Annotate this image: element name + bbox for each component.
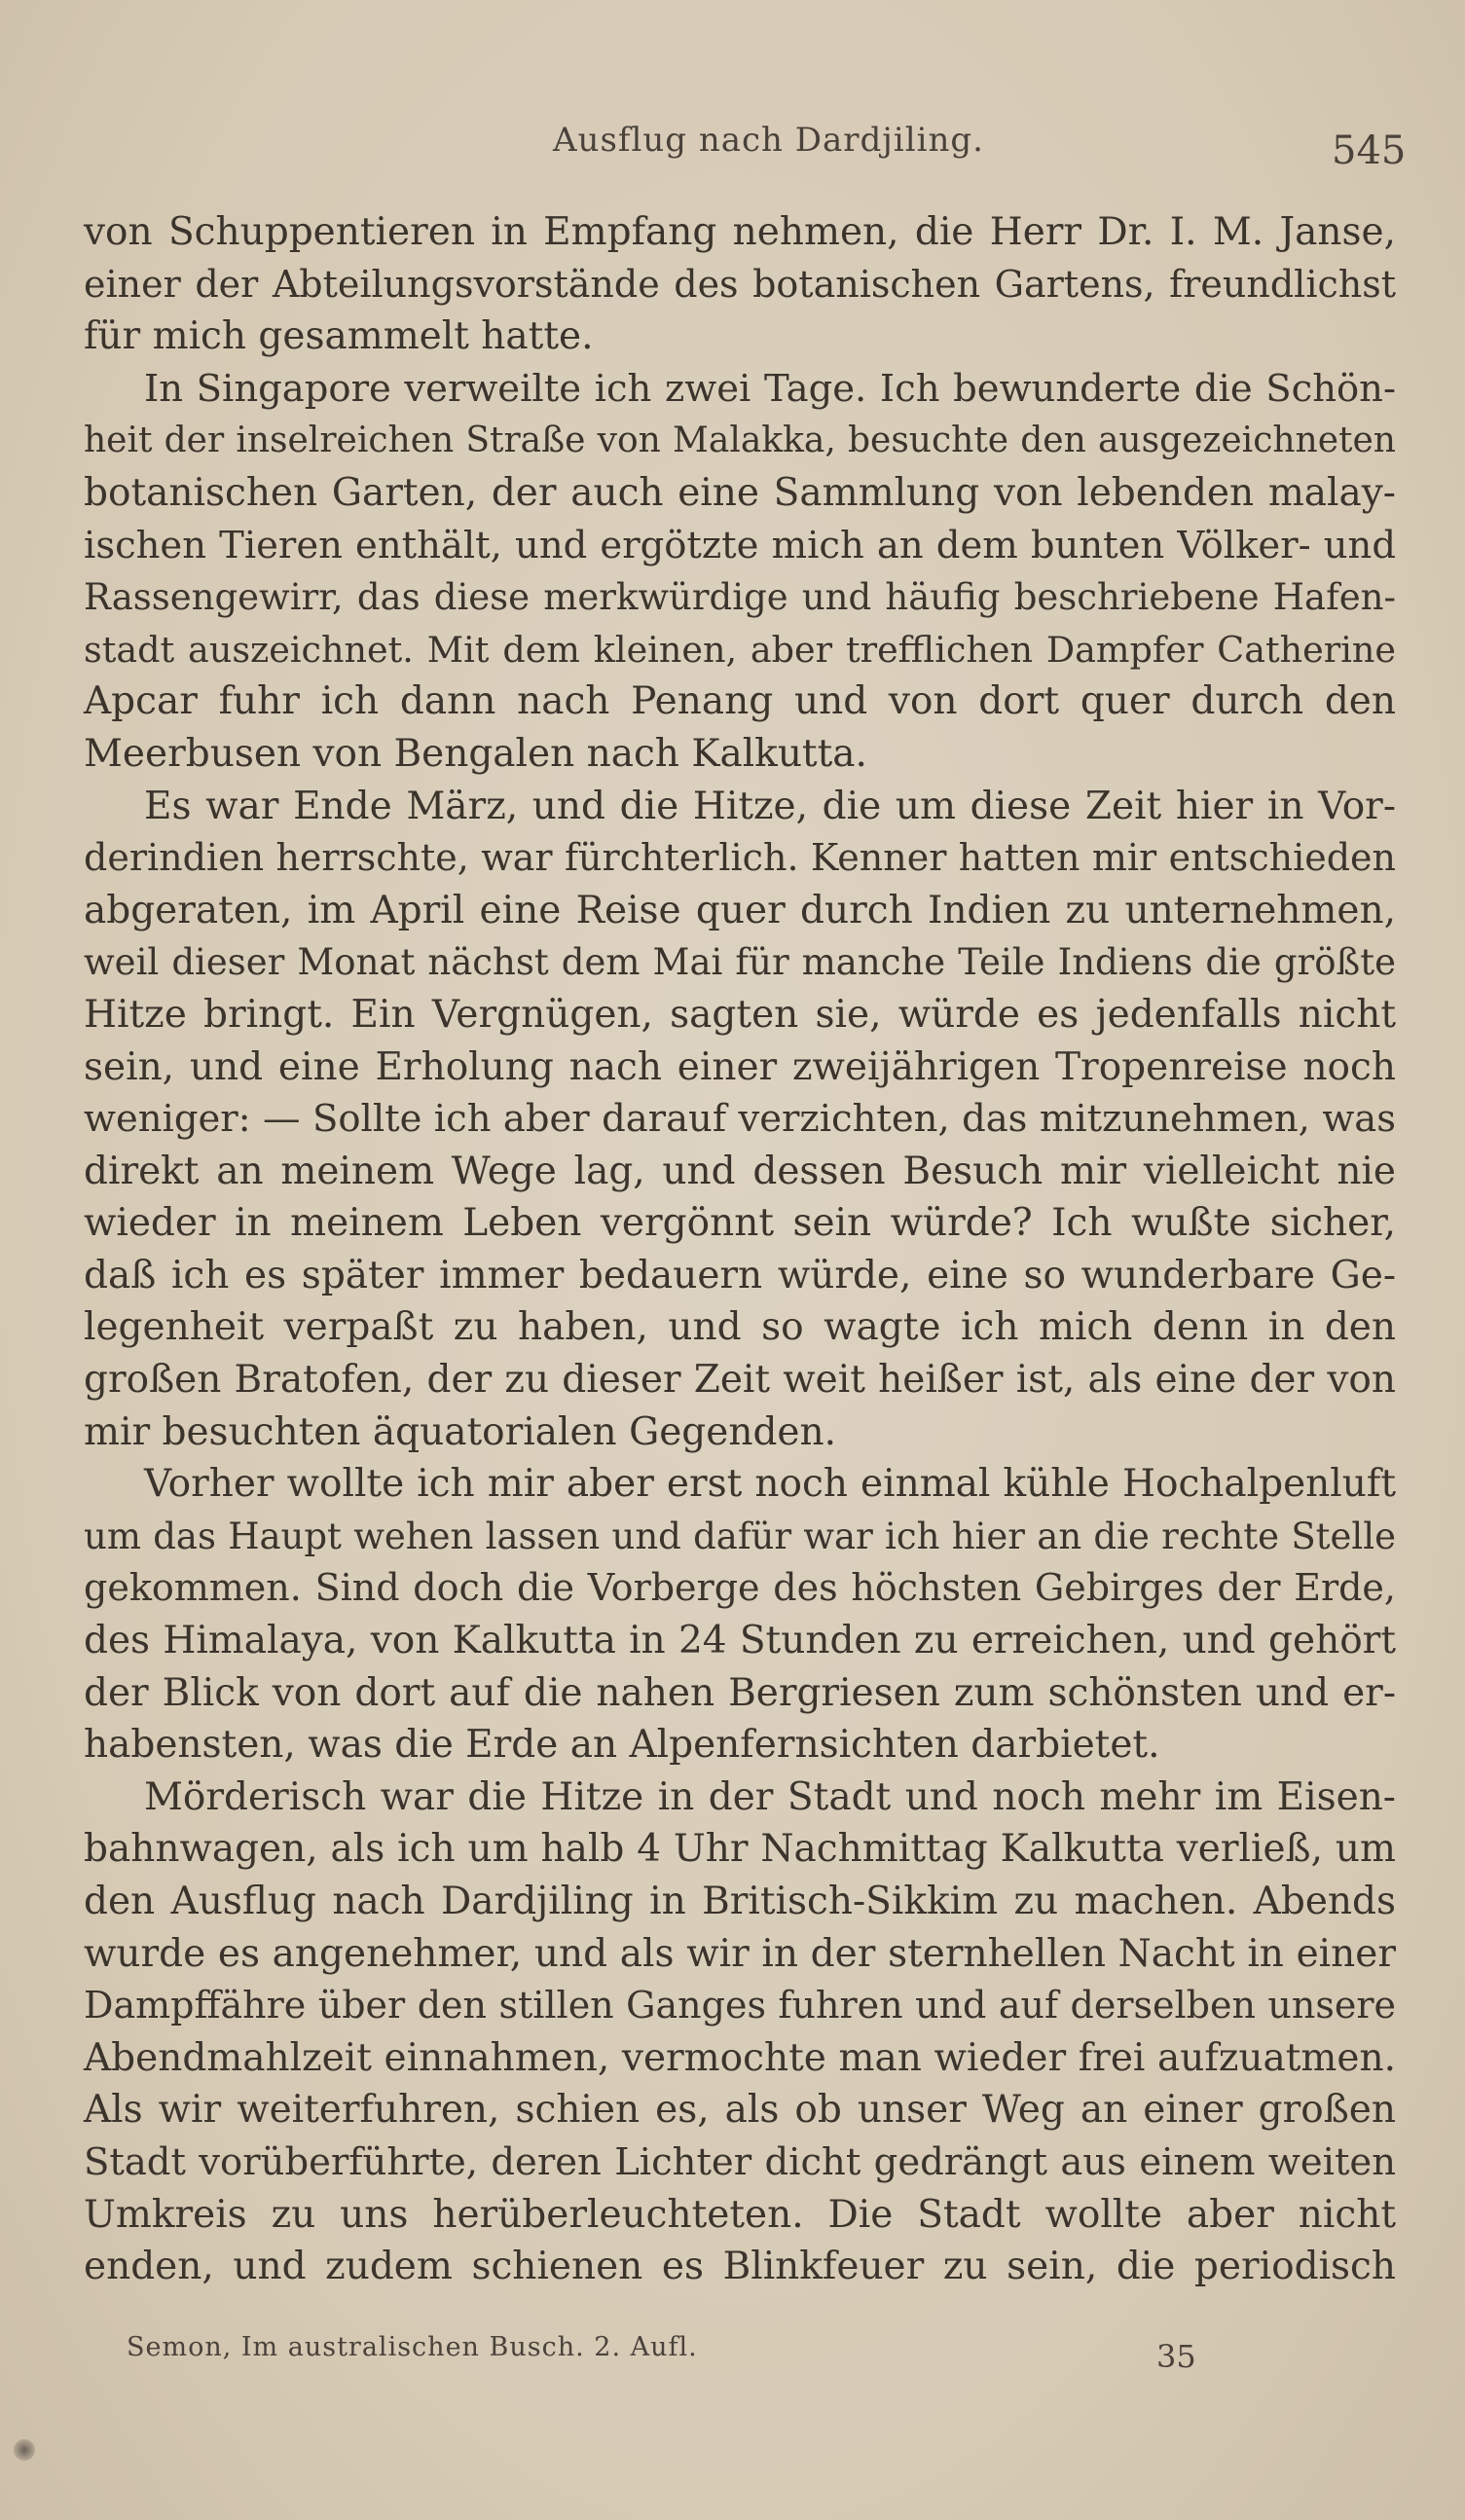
- text-line: der Blick von dort auf die nahen Bergriesen zum schönsten und er-: [84, 1670, 1396, 1715]
- text-line: bahnwagen, als ich um halb 4 Uhr Nachmittag Kalkutta verließ, um: [84, 1827, 1396, 1872]
- text-line: ischen Tieren enthält, und ergötzte mich an dem bunten Völker- und: [84, 523, 1396, 567]
- text-line: In Singapore verweilte ich zwei Tage. Ich bewunderte die Schön-: [144, 366, 1396, 411]
- text-line: abgeraten, im April eine Reise quer durch Indien zu unternehmen,: [84, 888, 1396, 932]
- text-line: heit der inselreichen Straße von Malakka, besuchte den ausgezeichneten: [84, 420, 1396, 461]
- text-line: stadt auszeichnet. Mit dem kleinen, aber trefflichen Dampfer Catherine: [84, 628, 1396, 671]
- text-line: wurde es angenehmer, und als wir in der sternhellen Nacht in einer: [84, 1931, 1396, 1976]
- text-line: weil dieser Monat nächst dem Mai für manche Teile Indiens die größte: [84, 941, 1396, 984]
- text-line: einer der Abteilungsvorstände des botanischen Gartens, freundlichst: [84, 262, 1396, 306]
- text-line: sein, und eine Erholung nach einer zweijährigen Tropenreise noch: [84, 1044, 1396, 1089]
- text-line: Vorher wollte ich mir aber erst noch einmal kühle Hochalpenluft: [144, 1462, 1396, 1507]
- text-line: Hitze bringt. Ein Vergnügen, sagten sie, würde es jedenfalls nicht: [84, 992, 1396, 1037]
- text-line: den Ausflug nach Dardjiling in Britisch-Sikkim zu machen. Abends: [84, 1880, 1396, 1923]
- text-line: Abendmahlzeit einnahmen, vermochte man wieder frei aufzuatmen.: [84, 2035, 1396, 2080]
- text-line: Rassengewirr, das diese merkwürdige und häufig beschriebene Hafen-: [84, 576, 1396, 619]
- page-number: 545: [1332, 128, 1407, 173]
- text-line: mir besuchten äquatorialen Gegenden.: [84, 1409, 837, 1454]
- text-line: derindien herrschte, war fürchterlich. Kenner hatten mir entschieden: [84, 836, 1396, 880]
- text-line: Apcar fuhr ich dann nach Penang und von dort quer durch den: [84, 679, 1396, 724]
- text-line: großen Bratofen, der zu dieser Zeit weit heißer ist, als eine der von: [84, 1358, 1396, 1403]
- text-line: Mörderisch war die Hitze in der Stadt und noch mehr im Eisen-: [144, 1774, 1396, 1819]
- body-text: [84, 206, 1396, 2293]
- text-line: enden, und zudem schienen es Blinkfeuer zu sein, die periodisch: [84, 2245, 1396, 2289]
- text-line: wieder in meinem Leben vergönnt sein würde? Ich wußte sicher,: [84, 1201, 1396, 1246]
- text-line: weniger: — Sollte ich aber darauf verzichten, das mitzunehmen, was: [84, 1097, 1396, 1142]
- footer-signature: Semon, Im australischen Busch. 2. Aufl.: [127, 2332, 698, 2362]
- text-line: Dampffähre über den stillen Ganges fuhren und auf derselben unsere: [84, 1984, 1396, 2027]
- text-line: für mich gesammelt hatte.: [84, 314, 594, 359]
- text-line: Umkreis zu uns herüberleuchteten. Die Stadt wollte aber nicht: [84, 2192, 1396, 2237]
- text-line: Stadt vorüberführte, deren Lichter dicht gedrängt aus einem weiten: [84, 2139, 1396, 2184]
- text-line: Es war Ende März, und die Hitze, die um diese Zeit hier in Vor-: [144, 784, 1396, 828]
- text-line: Als wir weiterfuhren, schien es, als ob unser Weg an einer großen: [84, 2088, 1396, 2133]
- text-line: daß ich es später immer bedauern würde, eine so wunderbare Ge-: [84, 1253, 1396, 1297]
- text-line: Meerbusen von Bengalen nach Kalkutta.: [84, 731, 867, 776]
- text-line: um das Haupt wehen lassen und dafür war ich hier an die rechte Stelle: [84, 1515, 1396, 1557]
- text-line: habensten, was die Erde an Alpenfernsichten darbietet.: [84, 1723, 1160, 1768]
- ink-spot: [14, 2439, 35, 2461]
- text-line: gekommen. Sind doch die Vorberge des höchsten Gebirges der Erde,: [84, 1566, 1396, 1610]
- text-line: legenheit verpaßt zu haben, und so wagte ich mich denn in den: [84, 1305, 1396, 1350]
- sheet-number: 35: [1156, 2338, 1196, 2375]
- text-line: botanischen Garten, der auch eine Sammlung von lebenden malay-: [84, 470, 1396, 515]
- running-title: Ausflug nach Dardjiling.: [553, 121, 984, 160]
- text-line: direkt an meinem Wege lag, und dessen Besuch mir vielleicht nie: [84, 1149, 1396, 1193]
- text-line: des Himalaya, von Kalkutta in 24 Stunden zu erreichen, und gehört: [84, 1619, 1396, 1663]
- text-line: von Schuppentieren in Empfang nehmen, die Herr Dr. I. M. Janse,: [84, 210, 1396, 254]
